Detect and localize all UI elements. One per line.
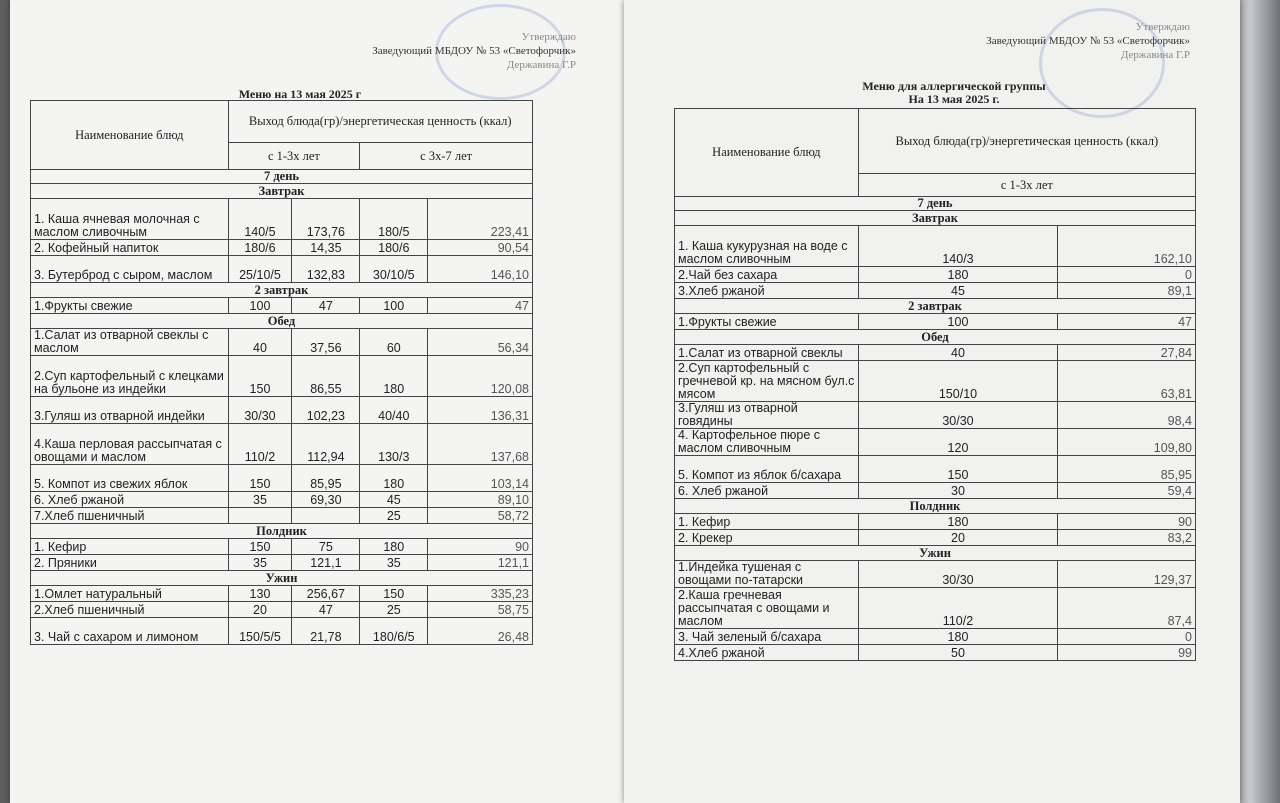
weight-3-7: 60 [360, 329, 428, 356]
weight-1-3: 130 [228, 586, 292, 602]
section-row [675, 499, 1196, 514]
dish-name: 2.Каша гречневая рассыпчатая с овощами и маслом [675, 588, 859, 629]
weight-3-7: 180 [360, 465, 428, 492]
kcal-1-3: 83,2 [1058, 530, 1196, 546]
dish-name: 4.Хлеб ржаной [675, 645, 859, 661]
dish-name: 2. Крекер [675, 530, 859, 546]
weight-3-7: 30/10/5 [360, 256, 428, 283]
section-title: Полдник [31, 524, 533, 539]
weight-1-3 [228, 508, 292, 524]
kcal-1-3 [292, 508, 360, 524]
weight-1-3: 35 [228, 492, 292, 508]
weight-3-7: 40/40 [360, 397, 428, 424]
dish-name: 1. Кефир [675, 514, 859, 530]
dish-name: 2.Суп картофельный с гречневой кр. на мясном бул.с мясом [675, 361, 859, 402]
weight-3-7: 180 [360, 539, 428, 555]
dish-name: 3. Бутерброд с сыром, маслом [31, 256, 229, 283]
table-row [675, 345, 1196, 361]
table-row [31, 240, 533, 256]
header-age-3-7: с 3х-7 лет [360, 143, 533, 170]
dish-name: 2. Пряники [31, 555, 229, 571]
weight-1-3: 120 [858, 429, 1058, 456]
weight-3-7: 130/3 [360, 424, 428, 465]
kcal-3-7: 137,68 [428, 424, 533, 465]
dish-name: 3.Хлеб ржаной [675, 283, 859, 299]
kcal-1-3: 85,95 [1058, 456, 1196, 483]
table-row [31, 424, 533, 465]
weight-3-7: 180/6 [360, 240, 428, 256]
table-row [675, 588, 1196, 629]
table-row [675, 530, 1196, 546]
kcal-3-7: 223,41 [428, 199, 533, 240]
weight-3-7: 180/5 [360, 199, 428, 240]
menu-table [30, 100, 533, 645]
kcal-3-7: 136,31 [428, 397, 533, 424]
kcal-3-7: 90 [428, 539, 533, 555]
kcal-1-3: 121,1 [292, 555, 360, 571]
kcal-3-7: 47 [428, 298, 533, 314]
kcal-1-3: 47 [1058, 314, 1196, 330]
table-row [675, 226, 1196, 267]
header-name: Наименование блюд [31, 101, 229, 170]
dish-name: 6. Хлеб ржаной [675, 483, 859, 499]
weight-1-3: 30 [858, 483, 1058, 499]
dish-name: 1.Салат из отварной свеклы [675, 345, 859, 361]
kcal-3-7: 146,10 [428, 256, 533, 283]
kcal-1-3: 0 [1058, 629, 1196, 645]
weight-1-3: 40 [228, 329, 292, 356]
dish-name: 2.Суп картофельный с клецками на бульоне из индейки [31, 356, 229, 397]
weight-1-3: 180 [858, 514, 1058, 530]
kcal-3-7: 90,54 [428, 240, 533, 256]
kcal-3-7: 103,14 [428, 465, 533, 492]
kcal-3-7: 56,34 [428, 329, 533, 356]
weight-3-7: 100 [360, 298, 428, 314]
kcal-1-3: 256,67 [292, 586, 360, 602]
section-row [31, 283, 533, 298]
approval-line2: Заведующий МБДОУ № 53 «Светофорчик» [986, 35, 1190, 47]
dish-name: 4. Картофельное пюре с маслом сливочным [675, 429, 859, 456]
weight-1-3: 110/2 [228, 424, 292, 465]
table-row [675, 514, 1196, 530]
header-output: Выход блюда(гр)/энергетическая ценность (ккал) [228, 101, 532, 143]
dish-name: 3.Гуляш из отварной говядины [675, 402, 859, 429]
dish-name: 1. Каша ячневая молочная с маслом сливочным [31, 199, 229, 240]
approval-line1: Утверждаю [521, 31, 576, 43]
weight-1-3: 110/2 [858, 588, 1058, 629]
weight-1-3: 30/30 [858, 561, 1058, 588]
day-label: 7 день [31, 170, 533, 184]
dish-name: 1.Салат из отварной свеклы с маслом [31, 329, 229, 356]
weight-1-3: 20 [858, 530, 1058, 546]
header-age-1-3: с 1-3х лет [858, 174, 1195, 197]
kcal-3-7: 89,10 [428, 492, 533, 508]
menu-subtitle: На 13 мая 2025 г. [908, 92, 1000, 106]
weight-1-3: 180 [858, 629, 1058, 645]
day-label: 7 день [675, 197, 1196, 211]
weight-1-3: 45 [858, 283, 1058, 299]
kcal-1-3: 109,80 [1058, 429, 1196, 456]
section-row [675, 546, 1196, 561]
dish-name: 3. Чай с сахаром и лимоном [31, 618, 229, 645]
table-row [675, 402, 1196, 429]
section-title: Ужин [31, 571, 533, 586]
weight-1-3: 35 [228, 555, 292, 571]
approval-line2: Заведующий МБДОУ № 53 «Светофорчик» [372, 45, 576, 57]
section-title: Завтрак [675, 211, 1196, 226]
weight-1-3: 150 [858, 456, 1058, 483]
weight-1-3: 100 [228, 298, 292, 314]
table-row [31, 199, 533, 240]
table-row [675, 267, 1196, 283]
dish-name: 5. Компот из яблок б/сахара [675, 456, 859, 483]
section-row [31, 524, 533, 539]
menu-title: Меню на 13 мая 2025 г [238, 87, 362, 101]
section-row [31, 184, 533, 199]
section-title: Завтрак [31, 184, 533, 199]
menu-table [674, 108, 1196, 661]
section-title: Обед [31, 314, 533, 329]
table-row [675, 645, 1196, 661]
kcal-3-7: 335,23 [428, 586, 533, 602]
table-row [31, 618, 533, 645]
table-row [31, 508, 533, 524]
table-row [31, 256, 533, 283]
table-row [675, 283, 1196, 299]
dish-name: 1.Индейка тушеная с овощами по-татарски [675, 561, 859, 588]
kcal-1-3: 47 [292, 602, 360, 618]
weight-1-3: 150 [228, 465, 292, 492]
dish-name: 1.Фрукты свежие [31, 298, 229, 314]
kcal-1-3: 132,83 [292, 256, 360, 283]
table-row [675, 456, 1196, 483]
kcal-1-3: 75 [292, 539, 360, 555]
weight-1-3: 25/10/5 [228, 256, 292, 283]
table-row [675, 561, 1196, 588]
weight-3-7: 180/6/5 [360, 618, 428, 645]
kcal-3-7: 58,75 [428, 602, 533, 618]
weight-3-7: 35 [360, 555, 428, 571]
section-title: 2 завтрак [31, 283, 533, 298]
section-row [675, 330, 1196, 345]
dish-name: 3. Чай зеленый б/сахара [675, 629, 859, 645]
table-row [31, 356, 533, 397]
section-title: Обед [675, 330, 1196, 345]
approval-block [340, 30, 576, 72]
section-title: Полдник [675, 499, 1196, 514]
table-row [675, 429, 1196, 456]
dish-name: 2.Чай без сахара [675, 267, 859, 283]
kcal-1-3: 37,56 [292, 329, 360, 356]
approval-line3: Державина Г.Р [1120, 49, 1190, 61]
weight-3-7: 150 [360, 586, 428, 602]
section-row [675, 211, 1196, 226]
kcal-1-3: 162,10 [1058, 226, 1196, 267]
kcal-1-3: 69,30 [292, 492, 360, 508]
weight-1-3: 50 [858, 645, 1058, 661]
kcal-1-3: 89,1 [1058, 283, 1196, 299]
weight-3-7: 25 [360, 602, 428, 618]
kcal-1-3: 21,78 [292, 618, 360, 645]
dish-name: 7.Хлеб пшеничный [31, 508, 229, 524]
kcal-1-3: 173,76 [292, 199, 360, 240]
kcal-1-3: 0 [1058, 267, 1196, 283]
table-row [31, 539, 533, 555]
dish-name: 2.Хлеб пшеничный [31, 602, 229, 618]
table-row [31, 492, 533, 508]
weight-1-3: 40 [858, 345, 1058, 361]
table-row [31, 298, 533, 314]
dish-name: 6. Хлеб ржаной [31, 492, 229, 508]
table-row [675, 314, 1196, 330]
weight-1-3: 150/5/5 [228, 618, 292, 645]
table-row [31, 465, 533, 492]
table-row [675, 629, 1196, 645]
dish-name: 1.Фрукты свежие [675, 314, 859, 330]
approval-line3: Державина Г.Р [506, 59, 576, 71]
table-row [31, 329, 533, 356]
table-row [31, 397, 533, 424]
section-title: 2 завтрак [675, 299, 1196, 314]
table-row [675, 483, 1196, 499]
kcal-1-3: 102,23 [292, 397, 360, 424]
table-row [31, 602, 533, 618]
kcal-1-3: 14,35 [292, 240, 360, 256]
kcal-1-3: 90 [1058, 514, 1196, 530]
kcal-1-3: 63,81 [1058, 361, 1196, 402]
kcal-3-7: 58,72 [428, 508, 533, 524]
kcal-1-3: 85,95 [292, 465, 360, 492]
menu-sheet-general [10, 0, 628, 803]
menu-sheet-allergy [624, 0, 1240, 803]
kcal-1-3: 86,55 [292, 356, 360, 397]
weight-1-3: 150 [228, 356, 292, 397]
menu-title: Меню для аллергической группы [862, 79, 1046, 93]
header-output: Выход блюда(гр)/энергетическая ценность (ккал) [858, 109, 1195, 174]
kcal-1-3: 98,4 [1058, 402, 1196, 429]
weight-1-3: 30/30 [228, 397, 292, 424]
dish-name: 1. Кефир [31, 539, 229, 555]
weight-1-3: 150 [228, 539, 292, 555]
kcal-1-3: 112,94 [292, 424, 360, 465]
header-age-1-3: с 1-3х лет [228, 143, 360, 170]
weight-3-7: 45 [360, 492, 428, 508]
kcal-1-3: 99 [1058, 645, 1196, 661]
weight-3-7: 180 [360, 356, 428, 397]
weight-1-3: 30/30 [858, 402, 1058, 429]
kcal-1-3: 27,84 [1058, 345, 1196, 361]
section-title: Ужин [675, 546, 1196, 561]
table-row [675, 361, 1196, 402]
weight-1-3: 180 [858, 267, 1058, 283]
header-name: Наименование блюд [675, 109, 859, 197]
table-row [31, 555, 533, 571]
weight-1-3: 140/5 [228, 199, 292, 240]
dish-name: 3.Гуляш из отварной индейки [31, 397, 229, 424]
section-row [31, 314, 533, 329]
kcal-3-7: 26,48 [428, 618, 533, 645]
kcal-1-3: 59,4 [1058, 483, 1196, 499]
dish-name: 5. Компот из свежих яблок [31, 465, 229, 492]
section-row [31, 571, 533, 586]
weight-3-7: 25 [360, 508, 428, 524]
header-row [31, 101, 533, 143]
dish-name: 4.Каша перловая рассыпчатая с овощами и маслом [31, 424, 229, 465]
table-row [31, 586, 533, 602]
kcal-3-7: 121,1 [428, 555, 533, 571]
kcal-1-3: 47 [292, 298, 360, 314]
weight-1-3: 20 [228, 602, 292, 618]
weight-1-3: 100 [858, 314, 1058, 330]
weight-1-3: 180/6 [228, 240, 292, 256]
section-row [675, 299, 1196, 314]
kcal-1-3: 129,37 [1058, 561, 1196, 588]
dish-name: 1.Омлет натуральный [31, 586, 229, 602]
dish-name: 2. Кофейный напиток [31, 240, 229, 256]
weight-1-3: 150/10 [858, 361, 1058, 402]
approval-line1: Утверждаю [1135, 21, 1190, 33]
approval-block [944, 20, 1190, 62]
kcal-1-3: 87,4 [1058, 588, 1196, 629]
kcal-3-7: 120,08 [428, 356, 533, 397]
weight-1-3: 140/3 [858, 226, 1058, 267]
dish-name: 1. Каша кукурузная на воде с маслом сливочным [675, 226, 859, 267]
